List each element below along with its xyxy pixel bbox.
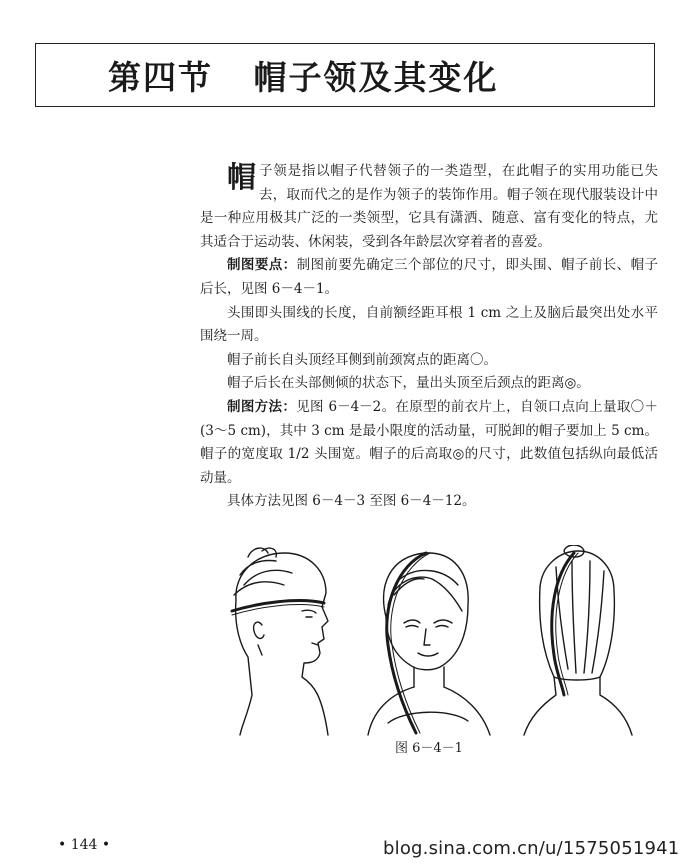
front-length-paragraph: 帽子前长自头顶经耳侧到前颈窝点的距离〇。 [227,351,497,368]
section-number: 第四节 [108,58,213,97]
intro-paragraph [200,160,658,254]
method-paragraph [200,396,658,490]
intro-text: 子领是指以帽子代替领子的一类造型，在此帽子的实用功能已失去，取而代之的是作为领子的装饰作用。帽子领在现代服装设计中是一种应用极其广泛的一类领型，它具有潇洒、随意、富有变化的特点，尤其适合于运动装、休闲装，受到各年龄层次穿着者的喜爱。 [200,163,658,250]
page-number: • 144 • [58,837,111,853]
drop-cap: 帽 [227,160,257,194]
front-face-head [368,553,490,735]
key-points-text: 制图前要先确定三个部位的尺寸，即头围、帽子前长、帽子后长，见图 6－4－1。 [200,257,659,297]
back-head [524,545,632,735]
body-text [200,160,658,514]
head-measurement-figure [218,545,638,740]
section-title [108,52,498,99]
method-label: 制图方法： [227,398,297,415]
section-title-box [35,43,655,107]
key-points-label: 制图要点： [227,257,297,274]
section-title-text: 帽子领及其变化 [253,58,499,97]
figure-caption: 图 6－4－1 [395,741,463,756]
key-points-paragraph [200,254,658,301]
side-profile-head [232,548,328,735]
back-length-paragraph: 帽子后长在头部侧倾的状态下，量出头顶至后颈点的距离◎。 [227,375,590,392]
method-text: 见图 6－4－2。在原型的前衣片上，自领口点向上量取〇＋(3～5 cm)，其中 3 cm 是最小限度的活动量，可脱卸的帽子要加上 5 cm。帽子的宽度取 1/2 头围宽。帽子的后高取◎的尺寸，此数值包括纵向最低活动量。 [200,398,658,486]
specific-method-paragraph: 具体方法见图 6－4－3 至图 6－4－12。 [227,493,476,510]
head-circumference-paragraph: 头围即头围线的长度，自前额经距耳根 1 cm 之上及脑后最突出处水平围绕一周。 [200,304,658,345]
watermark-url: blog.sina.com.cn/u/1575051941 [383,838,680,859]
